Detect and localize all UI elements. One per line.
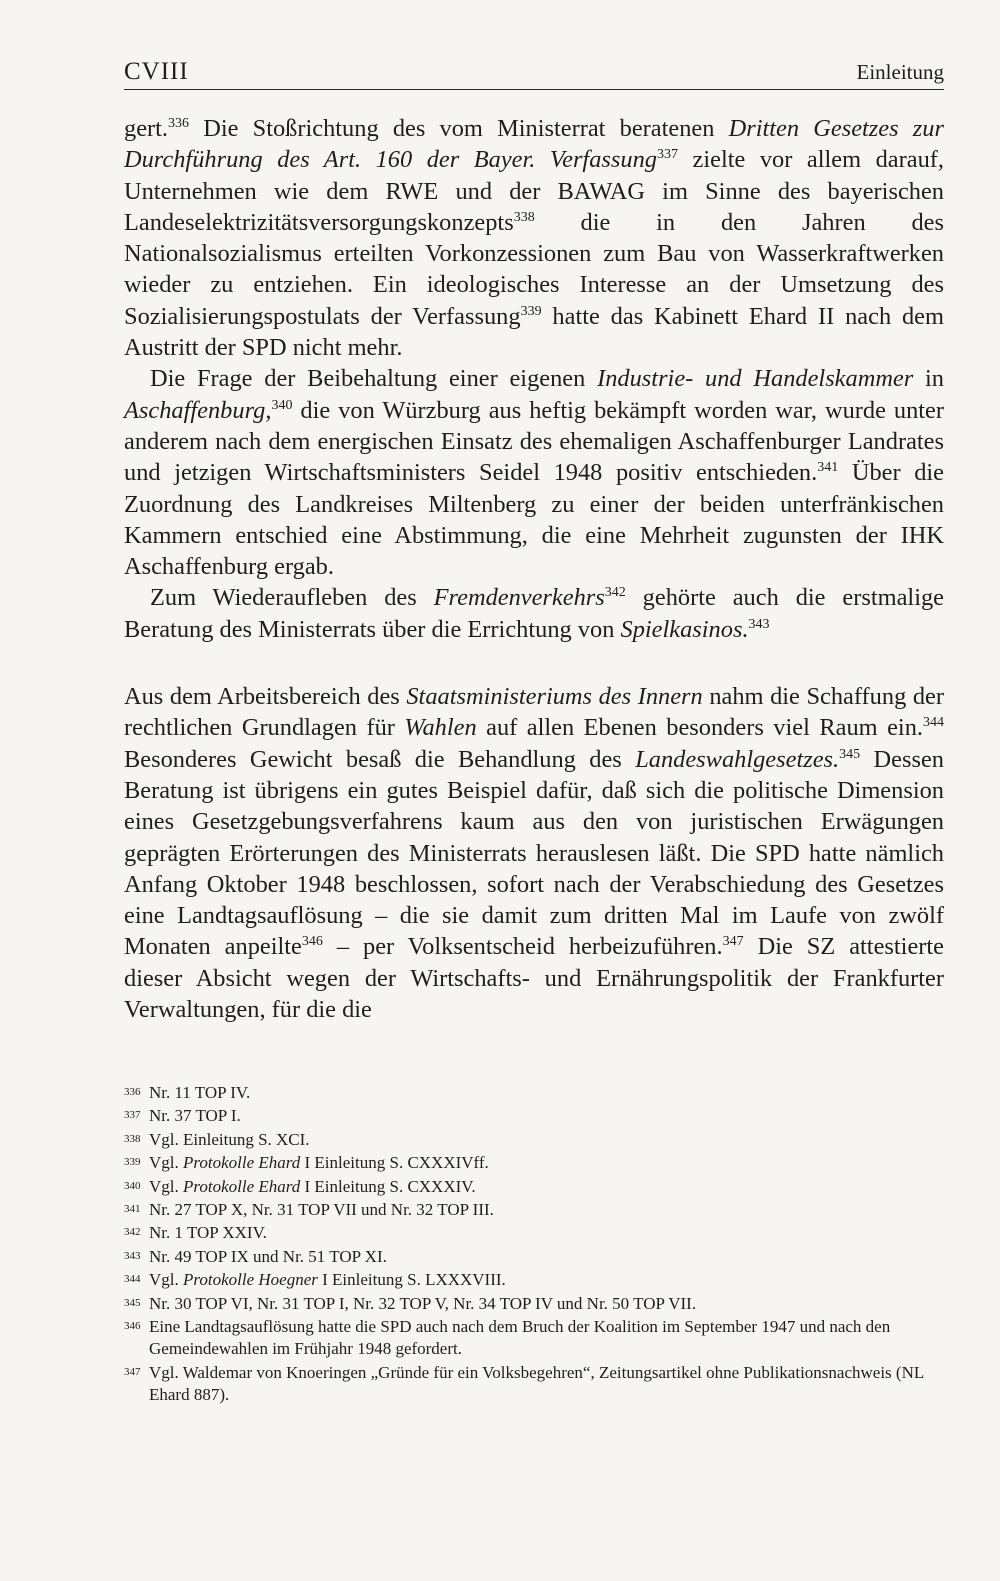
footnote-number: 339 xyxy=(124,1156,141,1169)
italic-text: Dritten Gesetzes zur Durchführung des Art. 160 der Bayer. Verfassung xyxy=(124,115,944,174)
footnote-ref: 336 xyxy=(168,116,190,131)
footnote: 347 Vgl. Waldemar von Knoeringen „Gründe für ein Volksbegehren“, Zeitungsartikel ohne Publikationsnachweis (NL Ehard 887). xyxy=(124,1362,924,1405)
footnote-number: 340 xyxy=(124,1179,141,1192)
footnote-number: 336 xyxy=(124,1086,141,1098)
footnote: 346 Eine Landtagsauflösung hatte die SPD auch nach dem Bruch der Koalition im September 1947 und nach den Gemeindewahlen im Frühjahr 1948 gefordert. xyxy=(124,1317,891,1359)
page-header xyxy=(124,58,944,86)
footnote-number: 346 xyxy=(124,1320,141,1333)
footnote-ref: 337 xyxy=(656,147,678,163)
footnote: 342 Nr. 1 TOP XXIV. xyxy=(124,1223,267,1243)
running-title: Einleitung xyxy=(856,60,944,84)
footnote-ref: 341 xyxy=(817,460,839,476)
footnotes xyxy=(124,1081,944,1407)
header-rule xyxy=(124,89,944,90)
paragraph: gert.$^{336}$ Die Stoßrichtung des vom Ministerrat beratenen Dritten Gesetzes zur Durchführung des Art. 160 der Bayer. Verfassung$^{337}$ zielte vor allem darauf, Unternehmen wie dem RWE und der BAWAG im Sinne des bayerischen Landeselektrizitätsversorgungskonzepts$^{338}$ die in den Jahren des Nationalsozialismus erteilten Vorkonzessionen zum Bau von Wasserkraftwerken wieder zu entziehen. Ein ideologisches Interesse an der Umsetzung des Sozialisierungspostulats der Verfassung$^{339}$ hatte das Kabinett Ehard II nach dem Austritt der SPD nicht mehr. xyxy=(124,115,944,362)
footnote-number: 337 xyxy=(124,1109,141,1122)
footnote: 336 Nr. 11 TOP IV. xyxy=(124,1083,251,1102)
footnote-ref: 344 xyxy=(923,715,944,731)
footnote: 341 Nr. 27 TOP X, Nr. 31 TOP VII und Nr. 32 TOP III. xyxy=(124,1200,494,1220)
footnote: 343 Nr. 49 TOP IX und Nr. 51 TOP XI. xyxy=(124,1246,387,1266)
paragraph: Zum Wiederaufleben des Fremdenverkehrs$^{342}$ gehörte auch die erstmalige Beratung des Ministerrats über die Errichtung von Spielkasinos.$^{343}$ xyxy=(124,584,944,643)
italic-text: Protokolle Ehard xyxy=(183,1153,301,1173)
footnote-number: 341 xyxy=(124,1203,141,1216)
footnote-number: 347 xyxy=(124,1365,141,1378)
italic-text: Spielkasinos. xyxy=(620,615,749,643)
footnote: 345 Nr. 30 TOP VI, Nr. 31 TOP I, Nr. 32 TOP V, Nr. 34 TOP IV und Nr. 50 TOP VII. xyxy=(124,1293,697,1313)
footnote-number: 345 xyxy=(124,1296,141,1309)
footnote-ref: 343 xyxy=(748,616,770,632)
footnote-ref: 339 xyxy=(520,303,542,319)
footnote-ref: 342 xyxy=(604,585,626,601)
paragraph: Aus dem Arbeitsbereich des Staatsministeriums des Innern nahm die Schaffung der rechtlichen Grundlagen für Wahlen auf allen Ebenen besonders viel Raum ein.$^{344}$ Besonderes Gewicht besaß die Behandlung des Landeswahlgesetzes.$^{345}$ Dessen Beratung ist übrigens ein gutes Beispiel dafür, daß sich die politische Dimension eines Gesetzgebungsverfahrens kaum aus den von juristischen Erwägungen geprägten Erörterungen des Ministerrats herauslesen läßt. Die SPD hatte nämlich Anfang Oktober 1948 beschlossen, sofort nach der Verabschiedung des Gesetzes eine Landtagsauflösung – die sie damit zum dritten Mal im Laufe von zwölf Monaten anpeilte$^{346}$ – per Volksentscheid herbeizuführen.$^{347}$ Die SZ attestierte dieser Absicht wegen der Wirtschafts- und Ernährungspolitik der Frankfurter Verwaltungen, für die die xyxy=(124,683,944,1024)
footnote-ref: 345 xyxy=(839,746,861,762)
footnote: 337 Nr. 37 TOP I. xyxy=(124,1106,241,1126)
italic-text: Aschaffenburg, xyxy=(124,396,272,424)
paragraph: Die Frage der Beibehaltung einer eigenen Industrie- und Handelskammer in Aschaffenburg,$^{340}$ die von Würzburg aus heftig bekämpft worden war, wurde unter anderem nach dem energischen Einsatz des ehemaligen Aschaffenburger Landrates und jetzigen Wirtschaftsministers Seidel 1948 positiv entschieden.$^{341}$ Über die Zuordnung des Landkreises Miltenberg zu einer der beiden unterfränkischen Kammern entschied eine Abstimmung, die eine Mehrheit zugunsten der IHK Aschaffenburg ergab. xyxy=(124,365,944,581)
italic-text: Protokolle Ehard xyxy=(183,1176,301,1196)
footnote: 340 Vgl. Protokolle Ehard I Einleitung S. CXXXIV. xyxy=(124,1176,476,1196)
footnote-ref: 347 xyxy=(722,934,744,950)
italic-text: Industrie- und Handelskammer xyxy=(597,365,914,393)
italic-text: Landeswahlgesetzes. xyxy=(635,745,840,773)
italic-text: Protokolle Hoegner xyxy=(183,1270,318,1290)
footnote: 344 Vgl. Protokolle Hoegner I Einleitung S. LXXXVIII. xyxy=(124,1270,506,1290)
italic-text: Wahlen xyxy=(404,714,477,742)
footnote: 339 Vgl. Protokolle Ehard I Einleitung S. CXXXIVff. xyxy=(124,1153,489,1173)
page-number: CVIII xyxy=(124,58,189,85)
footnote-number: 342 xyxy=(124,1226,141,1239)
footnote-number: 338 xyxy=(124,1132,141,1145)
italic-text: Fremdenverkehrs xyxy=(433,584,605,612)
footnote: 338 Vgl. Einleitung S. XCI. xyxy=(124,1129,310,1149)
footnote-number: 344 xyxy=(124,1273,141,1286)
footnote-ref: 346 xyxy=(301,934,323,950)
main-text xyxy=(124,113,944,1025)
footnote-ref: 338 xyxy=(513,209,535,225)
footnote-number: 343 xyxy=(124,1249,141,1262)
italic-text: Staatsministeriums des Innern xyxy=(406,683,703,711)
footnote-ref: 340 xyxy=(271,397,293,413)
